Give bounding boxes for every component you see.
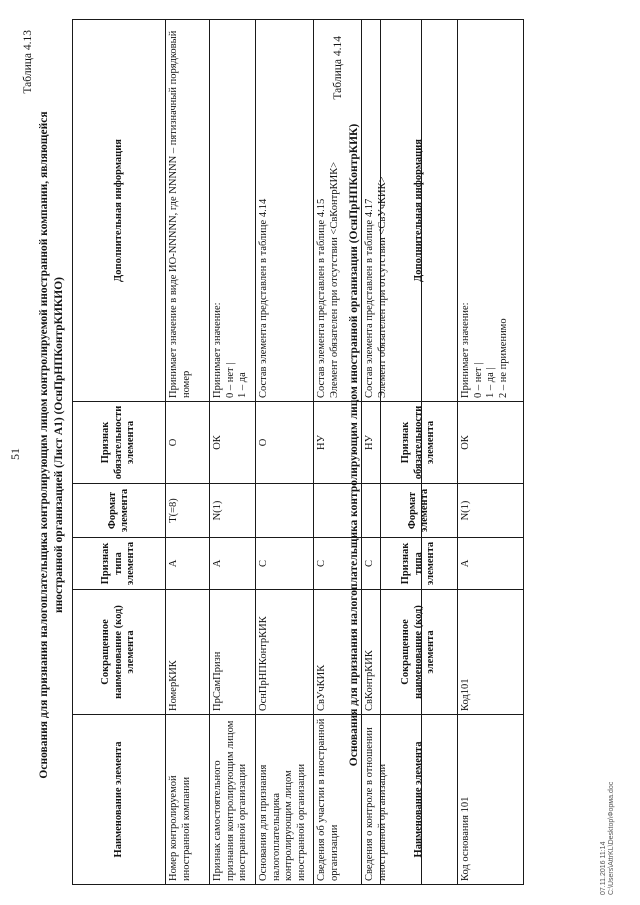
table-cell: Код основания 101 <box>458 715 524 885</box>
table-4-13-title-line2: иностранной организацией (Лист А1) (ОснПрНПКонтрКИКИО) <box>53 277 65 613</box>
table-cell: Состав элемента представлен в таблице 4.14 <box>256 20 314 402</box>
table-cell <box>256 484 314 538</box>
page-number: 51 <box>8 448 22 460</box>
table-cell: СвУчКИК <box>314 590 362 715</box>
table-row <box>210 20 256 885</box>
table-cell: А <box>458 538 524 590</box>
table-cell: Основания для признания налогоплательщика контролирующим лицом иностранной организации <box>256 715 314 885</box>
table-4-14-header-row <box>381 20 458 885</box>
table-4-13-header-row <box>73 20 166 885</box>
table-cell: Сведения об участии в иностранной организации <box>314 715 362 885</box>
table-cell: С <box>256 538 314 590</box>
table-cell: Принимает значение: 0 – нет | 1 – да | 2 – не применимо <box>458 20 524 402</box>
table-cell: НУ <box>362 402 422 484</box>
table-4-13-title-line1: Основания для признания налогоплательщика контролирующим лицом контролируемой иностранной компании, являющейся <box>38 111 50 779</box>
column-header: Формат элемента <box>381 484 458 538</box>
column-header: Формат элемента <box>73 484 166 538</box>
table-4-14-label: Таблица 4.14 <box>332 36 344 100</box>
table-cell: N(1) <box>458 484 524 538</box>
column-header: Дополнительная информация <box>73 20 166 402</box>
table-cell: Состав элемента представлен в таблице 4.15 Элемент обязателен при отсутствии <СвКонтрКИК> <box>314 20 362 402</box>
column-header: Сокращенное наименование (код) элемента <box>381 590 458 715</box>
column-header: Признак типа элемента <box>73 538 166 590</box>
table-row <box>256 20 314 885</box>
table-4-13-title <box>37 65 67 825</box>
table-cell: Номер контролируемой иностранной компании <box>166 715 210 885</box>
table-cell: О <box>166 402 210 484</box>
table-cell: Сведения о контроле в отношении иностранной организации <box>362 715 422 885</box>
table-cell: НУ <box>314 402 362 484</box>
table-cell: T(=8) <box>166 484 210 538</box>
table-4-14 <box>380 19 524 885</box>
table-cell: Состав элемента представлен в таблице 4.17 Элемент обязателен при отсутствии <СвУчКИК> <box>362 20 422 402</box>
column-header: Признак обязательности элемента <box>381 402 458 484</box>
table-4-13-label: Таблица 4.13 <box>22 30 34 94</box>
table-cell: ОК <box>458 402 524 484</box>
file-stamp <box>600 782 616 895</box>
table-cell: А <box>166 538 210 590</box>
table-cell: С <box>314 538 362 590</box>
column-header: Признак обязательности элемента <box>73 402 166 484</box>
column-header: Наименование элемента <box>381 715 458 885</box>
table-cell: СвКонтрКИК <box>362 590 422 715</box>
column-header: Признак типа элемента <box>381 538 458 590</box>
table-row <box>166 20 210 885</box>
table-cell: Принимает значение: 0 – нет | 1 – да <box>210 20 256 402</box>
table-row <box>458 20 524 885</box>
file-stamp-date: 07.11.2016 11:14 <box>600 841 607 895</box>
file-stamp-path: C:\Users\AttrKL\Desktop\Форма.doc <box>608 781 615 895</box>
table-4-14-body <box>458 20 524 885</box>
column-header: Дополнительная информация <box>381 20 458 402</box>
table-cell: О <box>256 402 314 484</box>
table-cell: ОснПрНПКонтрКИК <box>256 590 314 715</box>
table-cell: Код101 <box>458 590 524 715</box>
table-cell: А <box>210 538 256 590</box>
table-cell: N(1) <box>210 484 256 538</box>
table-cell: Признак самостоятельного признания контролирующим лицом иностранной организации <box>210 715 256 885</box>
table-4-14-title: Основания для признания налогоплательщика контролирующим лицом иностранной организации (ОснПрНПКонтрКИК) <box>348 123 360 767</box>
table-cell: С <box>362 538 422 590</box>
column-header: Наименование элемента <box>73 715 166 885</box>
table-cell: ОК <box>210 402 256 484</box>
table-cell: ПрСамПризн <box>210 590 256 715</box>
table-cell: НомерКИК <box>166 590 210 715</box>
table-4-13 <box>72 19 422 885</box>
table-cell: Принимает значение в виде ИО-NNNNN, где NNNNN – пятизначный порядковый номер <box>166 20 210 402</box>
column-header: Сокращенное наименование (код) элемента <box>73 590 166 715</box>
